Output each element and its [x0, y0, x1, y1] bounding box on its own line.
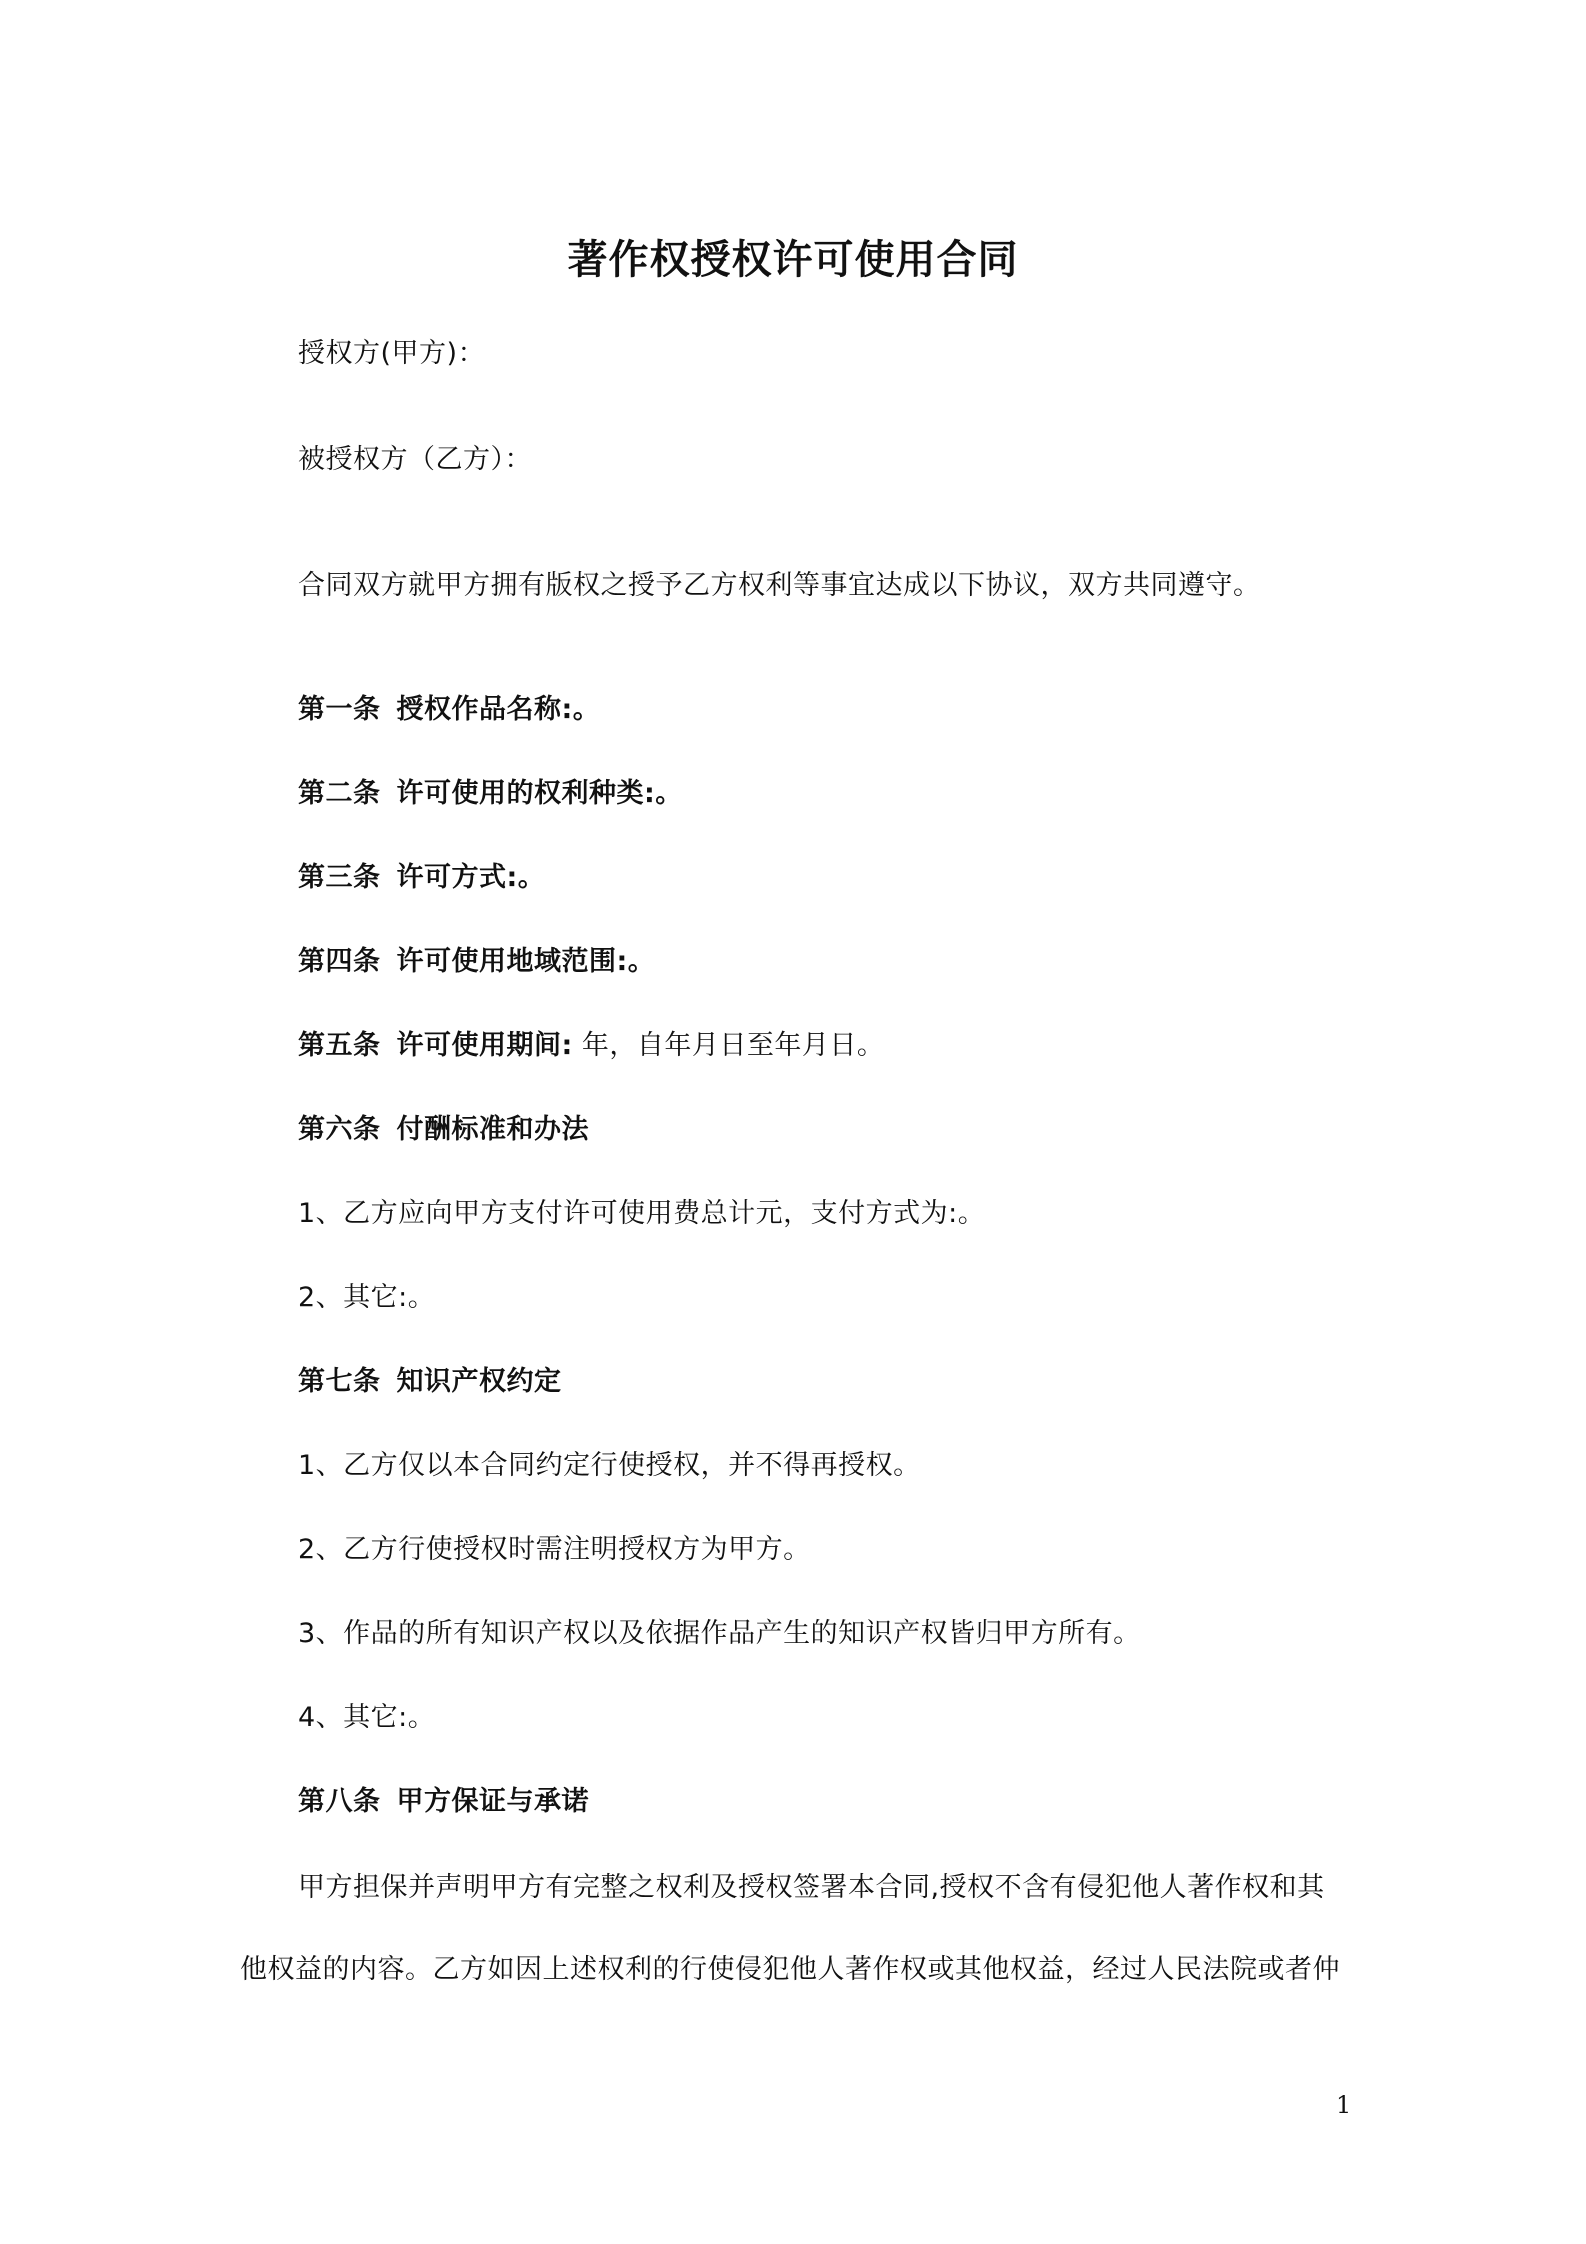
article-8-paragraph-line-2: 他权益的内容。乙方如因上述权利的行使侵犯他人著作权或其他权益，经过人民法院或者仲 [240, 1954, 1340, 1985]
article-number: 第二条 [298, 778, 381, 809]
article-number: 第四条 [298, 946, 381, 977]
article-heading: 甲方保证与承诺 [396, 1786, 589, 1817]
contract-title: 著作权授权许可使用合同 [567, 237, 1019, 283]
article-heading: 许可方式:。 [396, 862, 546, 893]
intro-paragraph: 合同双方就甲方拥有版权之授予乙方权利等事宜达成以下协议，双方共同遵守。 [298, 570, 1261, 601]
article-number: 第七条 [298, 1366, 381, 1397]
article-1 [298, 690, 600, 730]
article-5 [298, 1026, 884, 1066]
article-heading: 知识产权约定 [396, 1366, 562, 1397]
article-number: 第八条 [298, 1786, 381, 1817]
article-heading: 授权作品名称:。 [396, 694, 601, 725]
party-b-label: 被授权方（乙方）： [298, 444, 532, 475]
article-4 [298, 942, 655, 982]
article-7-item-3: 3、作品的所有知识产权以及依据作品产生的知识产权皆归甲方所有。 [298, 1618, 1141, 1649]
article-number: 第一条 [298, 694, 381, 725]
article-heading: 许可使用的权利种类:。 [396, 778, 683, 809]
page-number: 1 [1336, 2091, 1352, 2119]
article-heading: 付酬标准和办法 [396, 1114, 589, 1145]
article-6-item-2: 2、其它:。 [298, 1282, 436, 1313]
article-7-item-2: 2、乙方行使授权时需注明授权方为甲方。 [298, 1534, 811, 1565]
article-7 [298, 1362, 562, 1402]
article-6-item-1: 1、乙方应向甲方支付许可使用费总计元，支付方式为:。 [298, 1198, 986, 1229]
article-8-paragraph-line-1: 甲方担保并声明甲方有完整之权利及授权签署本合同,授权不含有侵犯他人著作权和其 [298, 1872, 1325, 1903]
article-2 [298, 774, 683, 814]
article-number: 第六条 [298, 1114, 381, 1145]
article-heading: 许可使用地域范围:。 [396, 946, 656, 977]
article-number: 第五条 [298, 1030, 381, 1061]
article-7-item-1: 1、乙方仅以本合同约定行使授权，并不得再授权。 [298, 1450, 921, 1481]
article-7-item-4: 4、其它:。 [298, 1702, 436, 1733]
article-3 [298, 858, 545, 898]
article-number: 第三条 [298, 862, 381, 893]
article-heading: 许可使用期间: [396, 1030, 573, 1061]
article-6 [298, 1110, 589, 1150]
party-a-label: 授权方(甲方)： [298, 338, 486, 369]
article-body: 年，自年月日至年月日。 [572, 1030, 885, 1061]
article-8 [298, 1782, 589, 1822]
